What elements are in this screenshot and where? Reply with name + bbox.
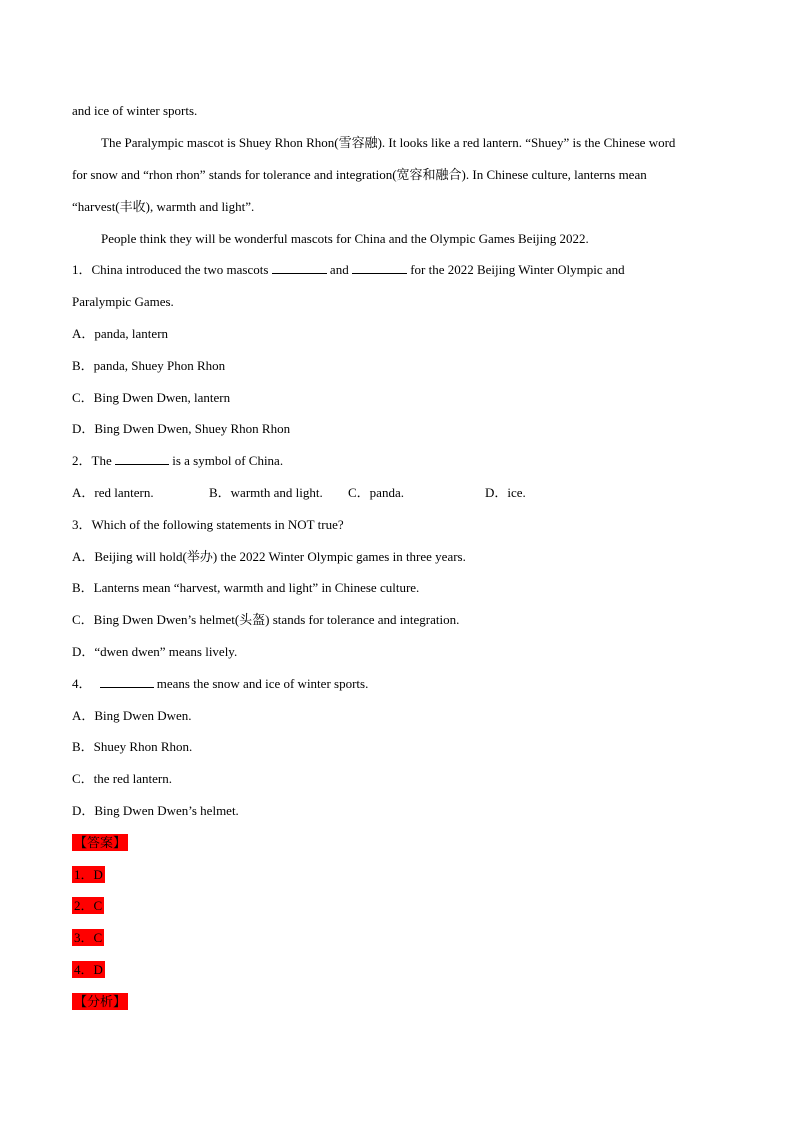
answer-1: 1．D [74,867,103,882]
answer-3: 3．C [74,930,103,945]
option-d: D．Bing Dwen Dwen’s helmet. [72,803,239,818]
answer-blank [352,261,407,274]
option-c: C．Bing Dwen Dwen, lantern [72,390,231,405]
passage-line: and ice of winter sports. [72,103,198,118]
passage-line: People think they will be wonderful mascots for China and the Olympic Games Beijing 2022. [101,231,589,246]
option-c: C．the red lantern. [72,771,172,786]
question-text: 1．China introduced the two mascots [72,262,272,277]
option-d: D．Bing Dwen Dwen, Shuey Rhon Rhon [72,421,291,436]
question-1-stem [72,261,625,279]
option-b: B．warmth and light. [209,485,323,500]
question-1-stem-cont: Paralympic Games. [72,294,174,309]
question-3-stem: 3．Which of the following statements in NOT true? [72,517,344,532]
option-d: D．ice. [485,485,526,500]
question-4-stem [72,675,368,693]
option-a: A．Beijing will hold(举办) the 2022 Winter Olympic games in three years. [72,549,466,564]
option-d: D．“dwen dwen” means lively. [72,644,238,659]
analysis-heading-label: 【分析】 [74,994,127,1009]
passage-line: for snow and “rhon rhon” stands for tolerance and integration(宽容和融合). In Chinese culture, lanterns mean [72,167,647,182]
option-b: B．Lanterns mean “harvest, warmth and light” in Chinese culture. [72,580,420,595]
answer-heading-label: 【答案】 [74,835,127,850]
option-c: C．Bing Dwen Dwen’s helmet(头盔) stands for tolerance and integration. [72,612,460,627]
analysis-heading [72,993,128,1011]
option-b: B．panda, Shuey Phon Rhon [72,358,226,373]
answer-blank [100,675,154,688]
question-text: 2．The [72,453,115,468]
document-page [72,0,722,1123]
question-text: and [326,262,352,277]
option-c: C．panda. [348,485,404,500]
answer-4: 4．D [74,962,103,977]
answer-blank [272,261,327,274]
answer-heading [72,834,128,852]
passage-line: “harvest(丰收), warmth and light”. [72,199,255,214]
answer-line [72,866,105,884]
option-a: A．red lantern. [72,485,154,500]
question-2-stem [72,452,283,470]
question-text: is a symbol of China. [168,453,284,468]
option-a: A．Bing Dwen Dwen. [72,708,192,723]
passage-line: The Paralympic mascot is Shuey Rhon Rhon(雪容融). It looks like a red lantern. “Shuey” is the Chinese word [101,135,676,150]
question-text: for the 2022 Beijing Winter Olympic and [406,262,625,277]
option-a: A．panda, lantern [72,326,169,341]
question-text: means the snow and ice of winter sports. [153,676,369,691]
answer-2: 2．C [74,898,103,913]
answer-line [72,929,104,947]
answer-blank [115,452,169,465]
answer-line [72,961,105,979]
question-text: 4． [72,676,92,691]
option-b: B．Shuey Rhon Rhon. [72,739,193,754]
answer-line [72,897,104,915]
